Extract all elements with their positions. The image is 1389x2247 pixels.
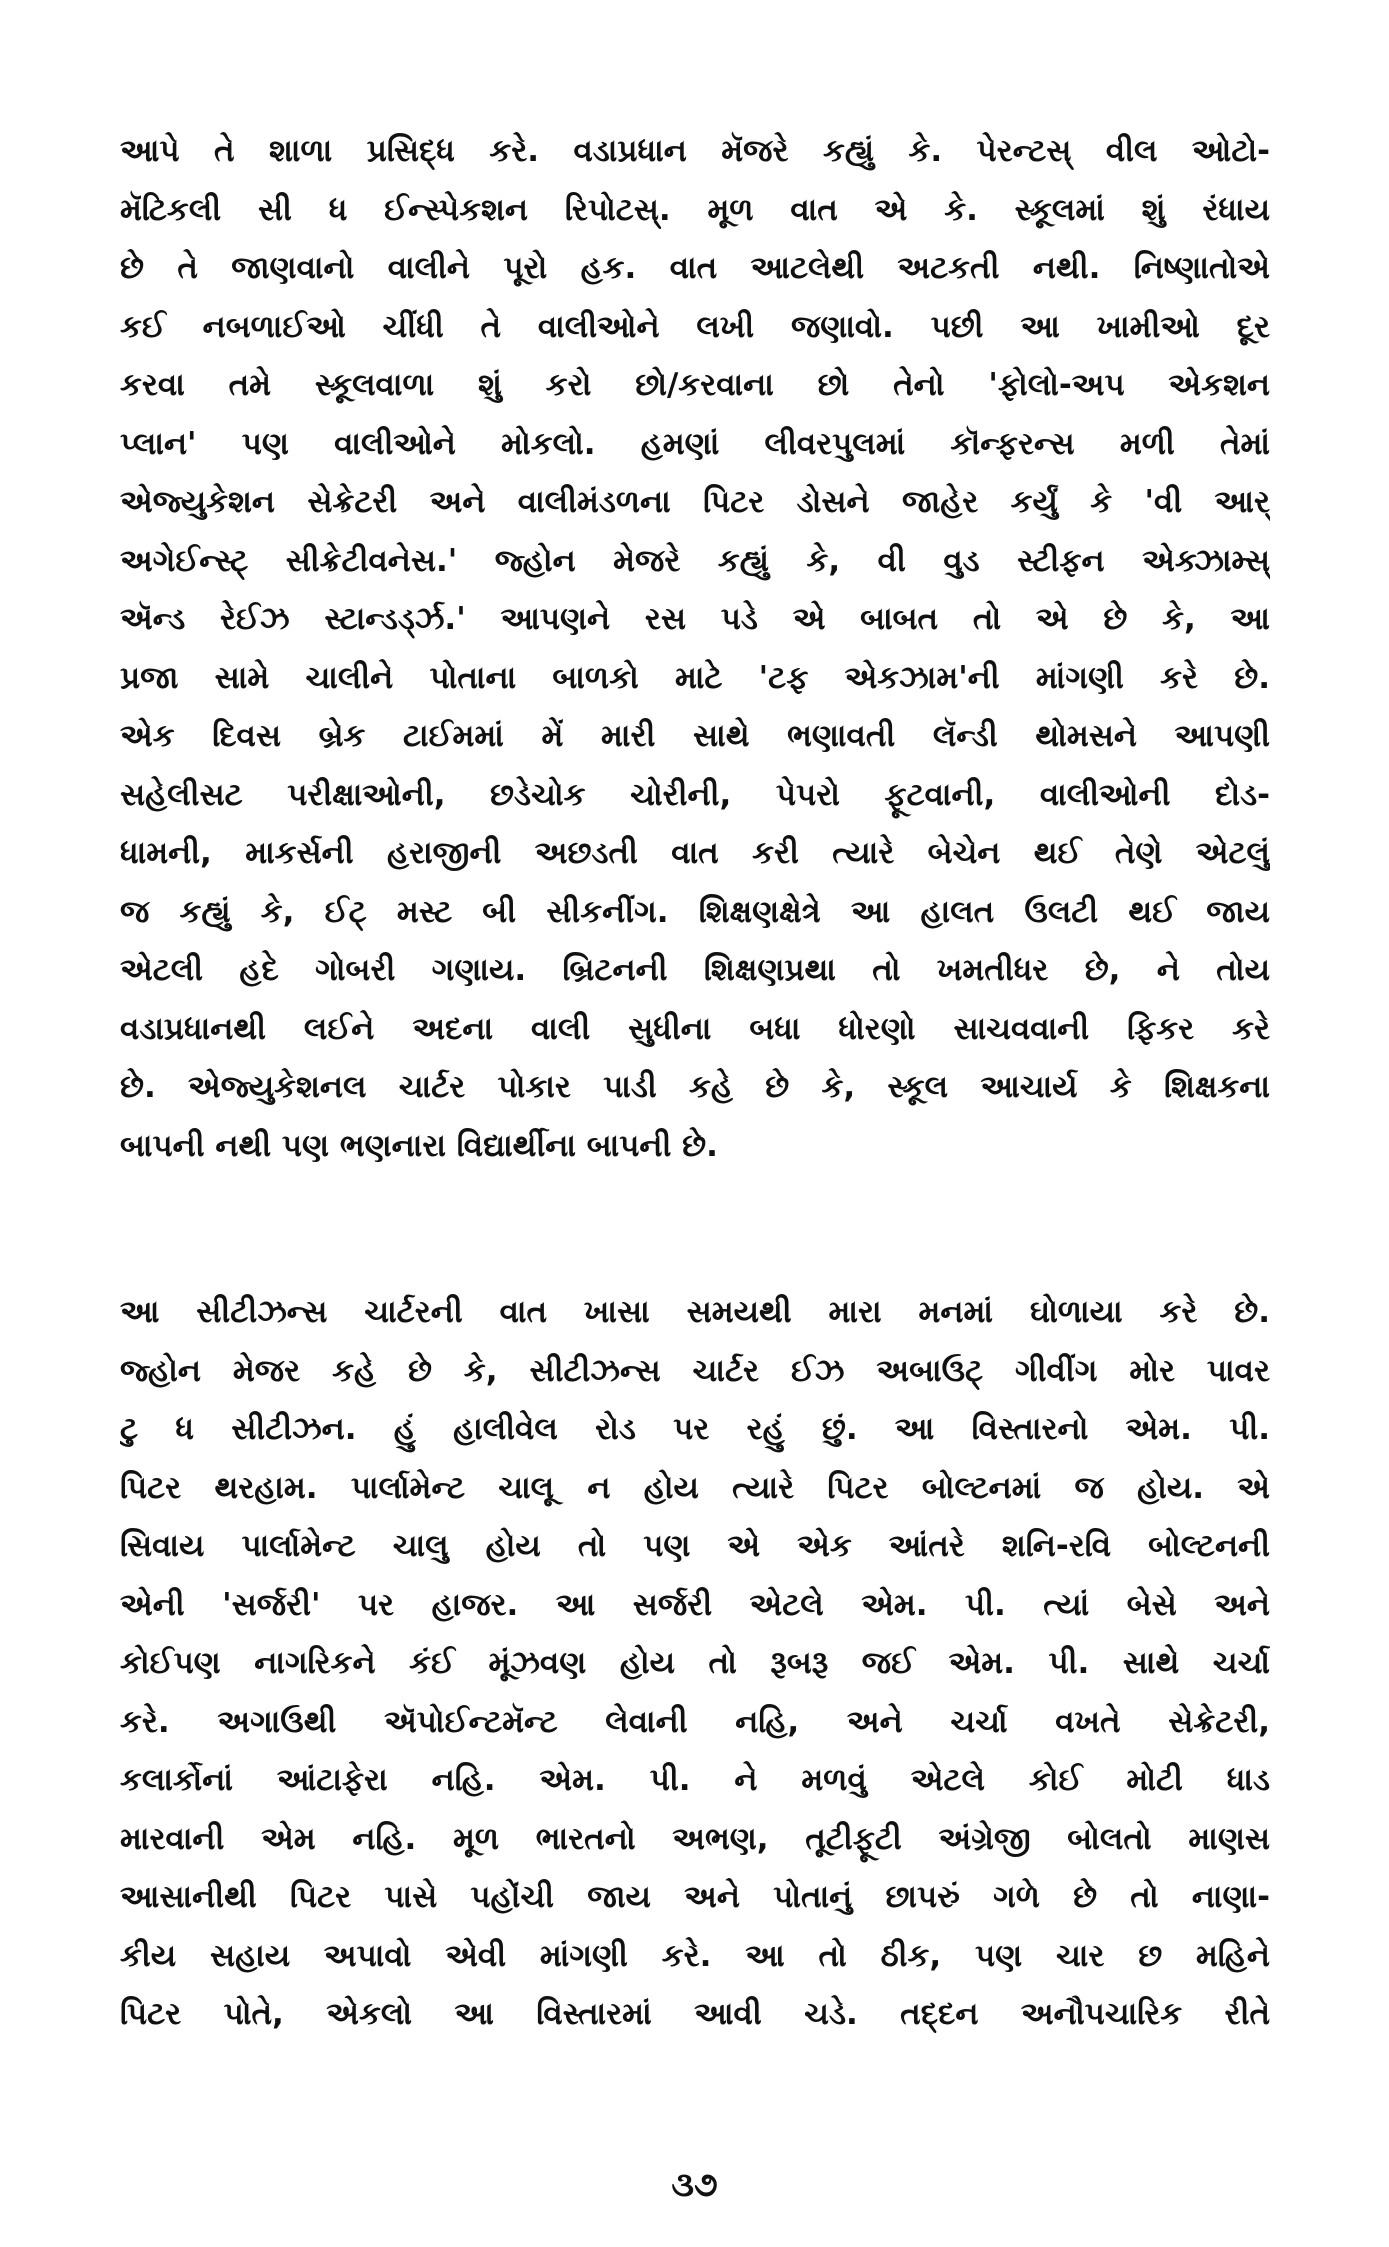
text-line: કીય સહાય અપાવો એવી માંગણી કરે. આ તો ઠીક, પણ ચાર છ મહિને: [120, 1937, 1270, 1974]
paragraph-2: [120, 1283, 1270, 2044]
text-line: જ્હોન મેજર કહે છે કે, સીટીઝન્સ ચાર્ટર ઈઝ અબાઉટ્ ગીવીંગ મોર પાવર: [120, 1352, 1270, 1389]
text-line: એની 'સર્જરી' પર હાજર. આ સર્જરી એટલે એમ. પી. ત્યાં બેસે અને: [120, 1586, 1270, 1623]
text-line: છે તે જાણવાનો વાલીને પૂરો હક. વાત આટલેથી અટકતી નથી. નિષ્ણાતોએ: [120, 250, 1270, 286]
text-line: આ સીટીઝન્સ ચાર્ટરની વાત ખાસા સમયથી મારા મનમાં ઘોળાયા કરે છે.: [120, 1294, 1270, 1330]
text-line: સિવાય પાર્લામેન્ટ ચાલુ હોય તો પણ એ એક આંતરે શનિ-રવિ બોલ્ટનની: [120, 1528, 1270, 1564]
text-line: એટલી હદે ગોબરી ગણાય. બ્રિટનની શિક્ષણપ્રથા તો ખમતીધર છે, ને તોય: [120, 952, 1270, 988]
text-line: કરે. અગાઉથી ઍપોઈન્ટમૅન્ટ લેવાની નહિ, અને ચર્ચા વખતે સેક્રેટરી,: [120, 1703, 1270, 1740]
text-line: ધામની, માકર્સની હરાજીની અછડતી વાત કરી ત્યારે બેચેન થઈ તેણે એટલું: [120, 835, 1270, 871]
text-line: બાપની નથી પણ ભણનારા વિદ્યાર્થીના બાપની છે.: [120, 1127, 718, 1164]
text-line: આપે તે શાળા પ્રસિદ્ધ કરે. વડાપ્રધાન મૅજરે કહ્યું કે. પેરન્ટસ્ વીલ ઓટો-: [120, 133, 1270, 169]
text-line: મૅટિકલી સી ધ ઈન્સ્પેકશન રિપોટસ્. મૂળ વાત એ કે. સ્કૂલમાં શું રંધાય: [120, 191, 1270, 228]
text-line: પિટર પોતે, એકલો આ વિસ્તારમાં આવી ચડે. તદ્દન અનૌપચારિક રીતે: [120, 1996, 1270, 2032]
text-line: કઈ નબળાઈઓ ચીંધી તે વાલીઓને લખી જણાવો. પછી આ ખામીઓ દૂર: [120, 308, 1270, 345]
text-line: કલાર્કોનાં આંટાફેરા નહિ. એમ. પી. ને મળવું એટલે કોઈ મોટી ધાડ: [120, 1762, 1270, 1798]
text-line: છે. એજ્યુકેશનલ ચાર્ટર પોકાર પાડી કહે છે કે, સ્કૂલ આચાર્ય કે શિક્ષકના: [120, 1069, 1270, 1105]
text-line: એજ્યુકેશન સેક્રેટરી અને વાલીમંડળના પિટર ડોસને જાહેર કર્યું કે 'વી આર્: [120, 484, 1270, 520]
text-line: પિટર થરહામ. પાર્લામેન્ટ ચાલૂ ન હોય ત્યારે પિટર બોલ્ટનમાં જ હોય. એ: [120, 1469, 1270, 1506]
text-line: કરવા તમે સ્કૂલવાળા શું કરો છો/કરવાના છો તેનો 'ફોલો-અપ એકશન: [120, 367, 1270, 403]
text-line: સહેલીસટ પરીક્ષાઓની, છડેચોક ચોરીની, પેપરો ફૂટવાની, વાલીઓની દોડ-: [120, 776, 1270, 813]
text-line: મારવાની એમ નહિ. મૂળ ભારતનો અભણ, તૂટીફૂટી અંગ્રેજી બોલતો માણસ: [120, 1820, 1270, 1857]
text-line: અગેઈન્સ્ટ્ સીક્રેટીવનેસ.' જ્હોન મેજરે કહ્યું કે, વી વુડ સ્ટીફન એક્ઝામ્સ્: [120, 542, 1270, 579]
text-line: એક દિવસ બ્રેક ટાઈમમાં મેં મારી સાથે ભણાવતી લૅન્ડી થોમસને આપણી: [120, 718, 1270, 754]
page-number: ૩૭: [671, 2165, 718, 2205]
text-line: પ્લાન' પણ વાલીઓને મોકલો. હમણાં લીવરપુલમાં કૉન્ફરન્સ મળી તેમાં: [120, 425, 1270, 462]
text-line: આસાનીથી પિટર પાસે પહોંચી જાય અને પોતાનું છાપરું ગળે છે તો નાણા-: [120, 1879, 1270, 1915]
text-line: કોઈપણ નાગરિકને કંઈ મૂંઝવણ હોય તો રૂબરૂ જઈ એમ. પી. સાથે ચર્ચા: [120, 1645, 1270, 1681]
text-line: પ્રજા સામે ચાલીને પોતાના બાળકો માટે 'ટફ એકઝામ'ની માંગણી કરે છે.: [120, 659, 1270, 696]
paragraph-1: [120, 122, 1270, 1175]
text-line: ઍન્ડ રેઈઝ સ્ટાન્ડર્ડ્ઝ.' આપણને રસ પડે એ બાબત તો એ છે કે, આ: [120, 601, 1270, 637]
text-line: જ કહ્યું કે, ઈટ્ મસ્ટ બી સીકનીંગ. શિક્ષણક્ષેત્રે આ હાલત ઉલટી થઈ જાય: [120, 893, 1270, 930]
text-line: ટુ ધ સીટીઝન. હું હાલીવેલ રોડ પર રહું છું. આ વિસ્તારનો એમ. પી.: [120, 1411, 1270, 1447]
text-line: વડાપ્રધાનથી લઈને અદના વાલી સુધીના બધા ધોરણો સાચવવાની ફિકર કરે: [120, 1010, 1270, 1047]
